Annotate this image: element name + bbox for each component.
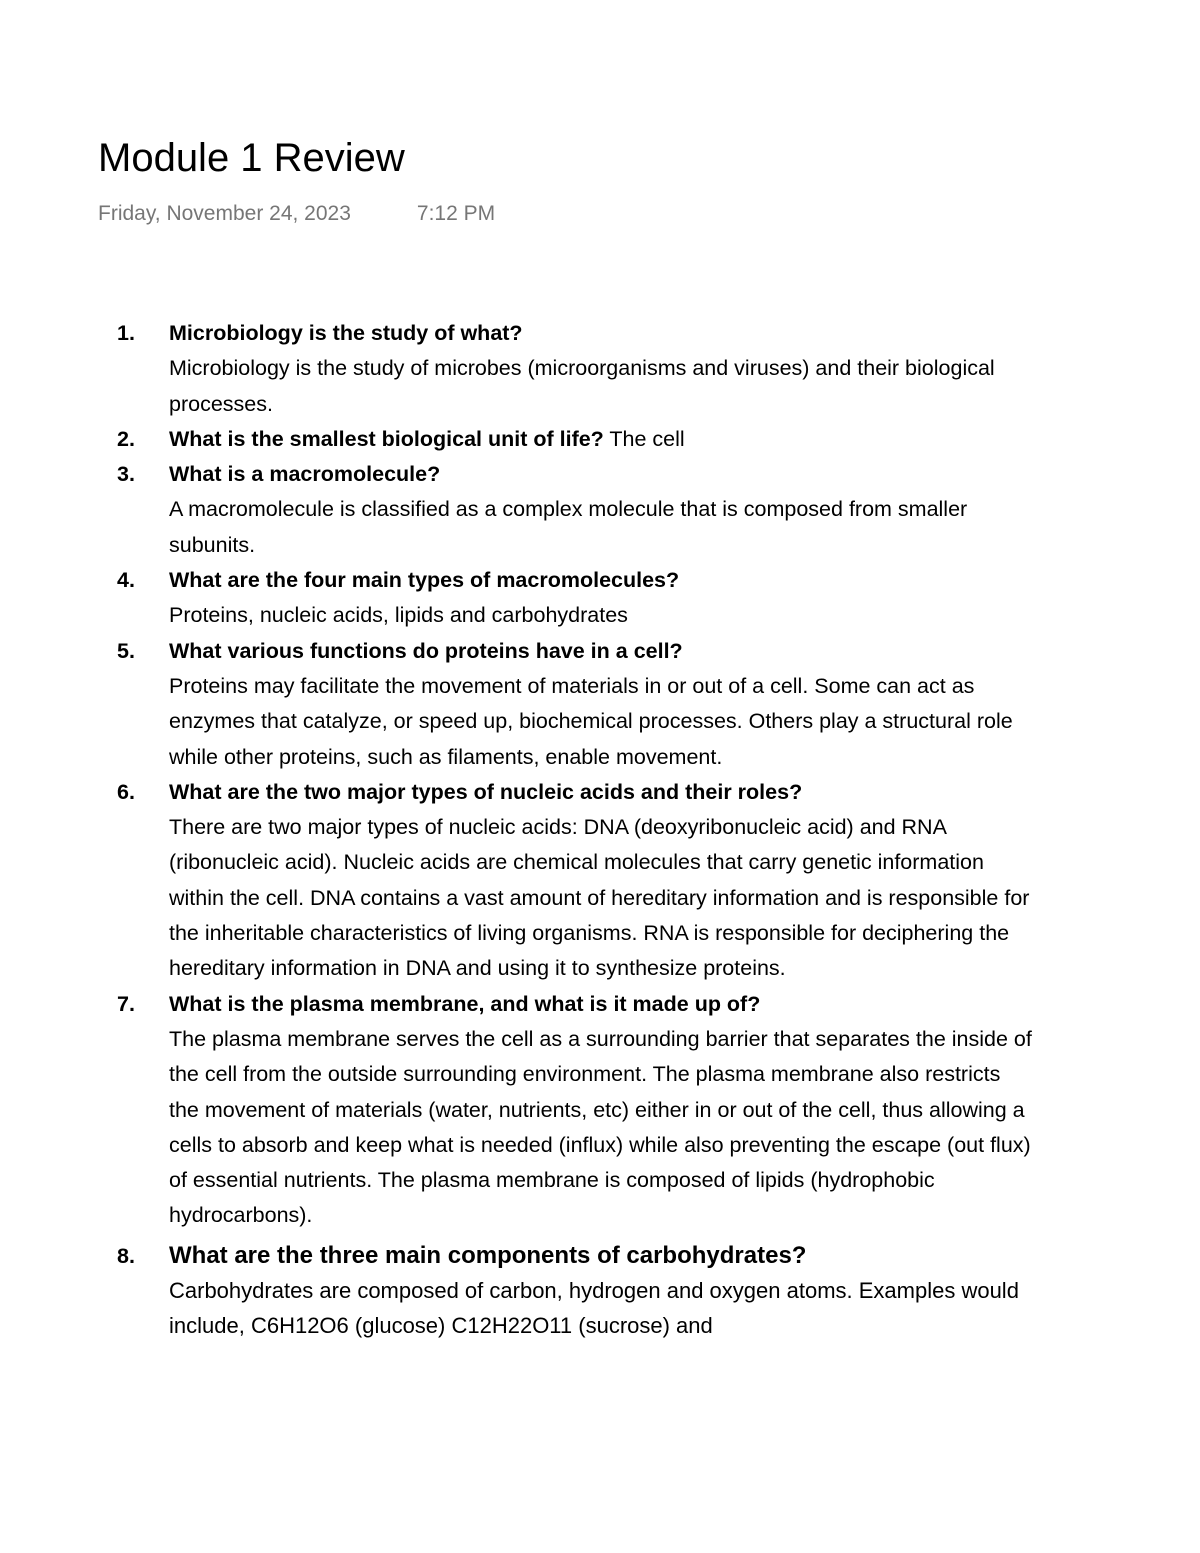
answer-text: Carbohydrates are composed of carbon, hydrogen and oxygen atoms. Examples would include, C6H12O6 (glucose) C12H22O11 (sucrose) and <box>169 1278 1019 1339</box>
item-number: 2. <box>117 426 135 451</box>
answer-text: Microbiology is the study of microbes (microorganisms and viruses) and their biological processes. <box>169 356 995 416</box>
item-number: 5. <box>117 638 135 663</box>
list-item <box>112 316 1032 422</box>
question-text: Microbiology is the study of what? <box>169 321 523 345</box>
answer-text: The cell <box>603 426 685 451</box>
list-item <box>112 563 1032 634</box>
question-text: What are the three main components of carbohydrates? <box>169 1241 807 1269</box>
item-number: 6. <box>117 779 135 804</box>
question-text: What are the four main types of macromolecules? <box>169 568 680 593</box>
question-list <box>112 316 1032 1344</box>
question-text: What is the plasma membrane, and what is it made up of? <box>169 991 761 1016</box>
list-item <box>112 457 1032 563</box>
item-number: 7. <box>117 991 135 1016</box>
note-timestamp <box>98 200 495 228</box>
item-number: 4. <box>117 568 135 593</box>
item-number: 3. <box>117 462 135 487</box>
answer-text: Proteins, nucleic acids, lipids and carbohydrates <box>169 603 628 628</box>
question-text: What are the two major types of nucleic acids and their roles? <box>169 779 803 804</box>
item-number: 1. <box>117 321 135 345</box>
list-item <box>112 422 1032 457</box>
question-text: What is the smallest biological unit of life? <box>169 426 604 451</box>
list-item <box>112 1238 1032 1344</box>
list-item <box>112 987 1032 1234</box>
item-number: 8. <box>117 1243 135 1268</box>
question-text: What various functions do proteins have in a cell? <box>169 638 683 663</box>
note-date: Friday, November 24, 2023 <box>98 202 351 225</box>
answer-text: Proteins may facilitate the movement of materials in or out of a cell. Some can act as enzymes that catalyze, or speed up, biochemical processes. Others play a structural role while other proteins, such as filaments, enable movement. <box>169 673 1013 769</box>
question-text: What is a macromolecule? <box>169 462 441 487</box>
note-time: 7:12 PM <box>416 202 496 225</box>
list-item <box>112 634 1032 775</box>
answer-text: There are two major types of nucleic acids: DNA (deoxyribonucleic acid) and RNA (ribonucleic acid). Nucleic acids are chemical molecules that carry genetic information within the cell. DNA contains a vast amount of hereditary information and is responsible for the inheritable characteristics of living organisms. RNA is responsible for deciphering the hereditary information in DNA and using it to synthesize proteins. <box>169 815 1030 981</box>
answer-text: The plasma membrane serves the cell as a surrounding barrier that separates the inside of the cell from the outside surrounding environment. The plasma membrane also restricts the movement of materials (water, nutrients, etc) either in or out of the cell, thus allowing a cells to absorb and keep what is needed (influx) while also preventing the escape (out flux) of essential nutrients. The plasma membrane is composed of lipids (hydrophobic hydrocarbons). <box>169 1026 1032 1228</box>
page-title: Module 1 Review <box>98 136 405 180</box>
list-item <box>112 775 1032 987</box>
answer-text: A macromolecule is classified as a complex molecule that is composed from smaller subunits. <box>169 497 968 557</box>
